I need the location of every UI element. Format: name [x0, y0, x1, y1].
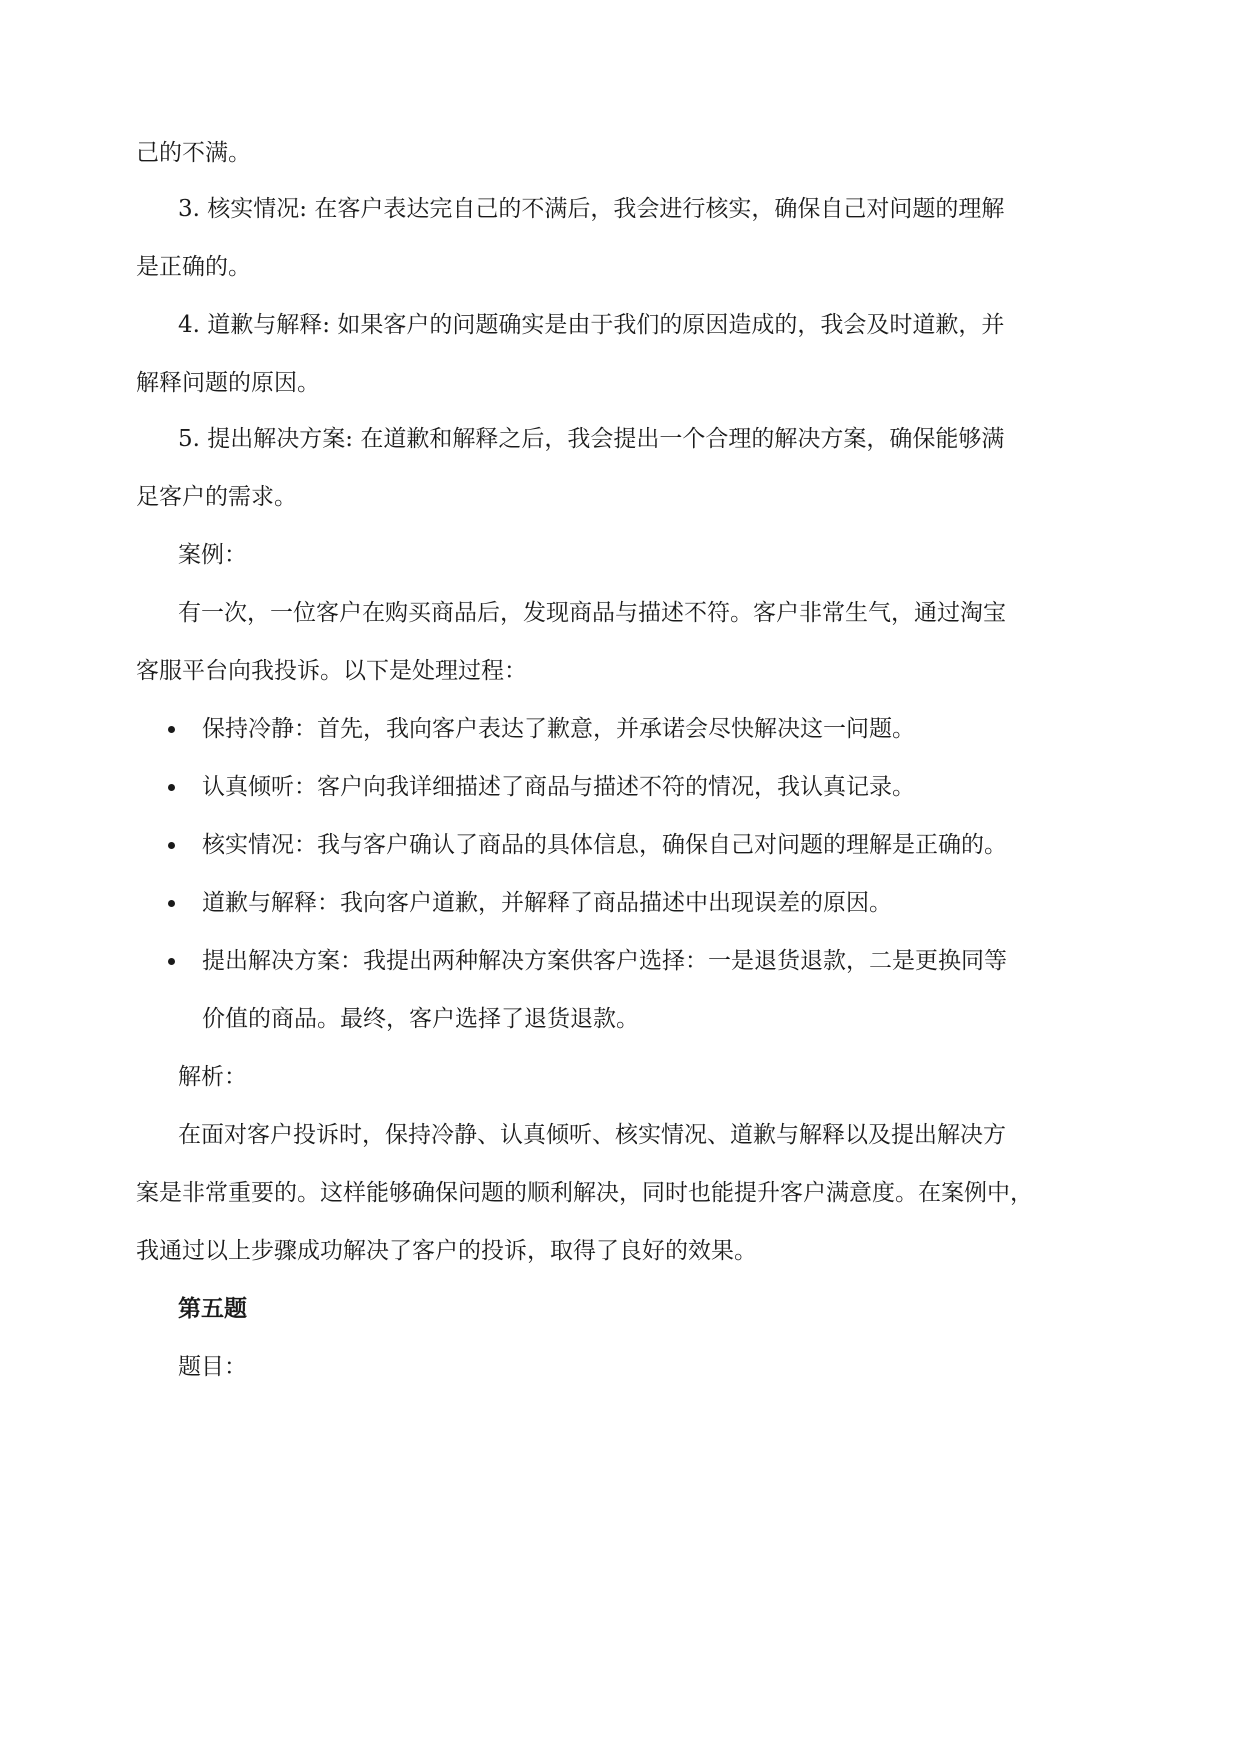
bullet-item-4: 道歉与解释：我向客户道歉，并解释了商品描述中出现误差的原因。	[202, 890, 892, 916]
case-line-2: 客服平台向我投诉。以下是处理过程：	[136, 658, 527, 684]
step-3-line-1: 3. 核实情况: 在客户表达完自己的不满后，我会进行核实，确保自己对问题的理解	[178, 196, 1005, 222]
section-title: 第五题	[178, 1295, 247, 1322]
bullet-dot	[168, 958, 175, 965]
bullet-item-3: 核实情况：我与客户确认了商品的具体信息，确保自己对问题的理解是正确的。	[202, 832, 1007, 858]
bullet-dot	[168, 784, 175, 791]
bullet-item-2: 认真倾听：客户向我详细描述了商品与描述不符的情况，我认真记录。	[202, 774, 915, 800]
step-5-line-2: 足客户的需求。	[136, 484, 297, 510]
analysis-line-2: 案是非常重要的。这样能够确保问题的顺利解决，同时也能提升客户满意度。在案例中，	[136, 1180, 1033, 1206]
bullet-item-5: 提出解决方案：我提出两种解决方案供客户选择：一是退货退款，二是更换同等	[202, 948, 1007, 974]
case-heading: 案例：	[178, 542, 247, 568]
case-line-1: 有一次，一位客户在购买商品后，发现商品与描述不符。客户非常生气，通过淘宝	[178, 600, 1006, 626]
analysis-line-1: 在面对客户投诉时，保持冷静、认真倾听、核实情况、道歉与解释以及提出解决方	[178, 1122, 1006, 1148]
bullet-dot	[168, 726, 175, 733]
topic-heading: 题目：	[178, 1354, 247, 1380]
bullet-dot	[168, 842, 175, 849]
bullet-item-5-continuation: 价值的商品。最终，客户选择了退货退款。	[202, 1006, 639, 1032]
analysis-heading: 解析：	[178, 1064, 247, 1090]
step-3-line-2: 是正确的。	[136, 254, 251, 280]
bullet-dot	[168, 900, 175, 907]
step-4-line-2: 解释问题的原因。	[136, 370, 320, 396]
paragraph-line: 己的不满。	[136, 140, 251, 166]
step-5-line-1: 5. 提出解决方案: 在道歉和解释之后，我会提出一个合理的解决方案，确保能够满	[178, 426, 1005, 452]
analysis-line-3: 我通过以上步骤成功解决了客户的投诉，取得了良好的效果。	[136, 1238, 757, 1264]
bullet-item-1: 保持冷静：首先，我向客户表达了歉意，并承诺会尽快解决这一问题。	[202, 716, 915, 742]
step-4-line-1: 4. 道歉与解释: 如果客户的问题确实是由于我们的原因造成的，我会及时道歉，并	[178, 312, 1005, 338]
